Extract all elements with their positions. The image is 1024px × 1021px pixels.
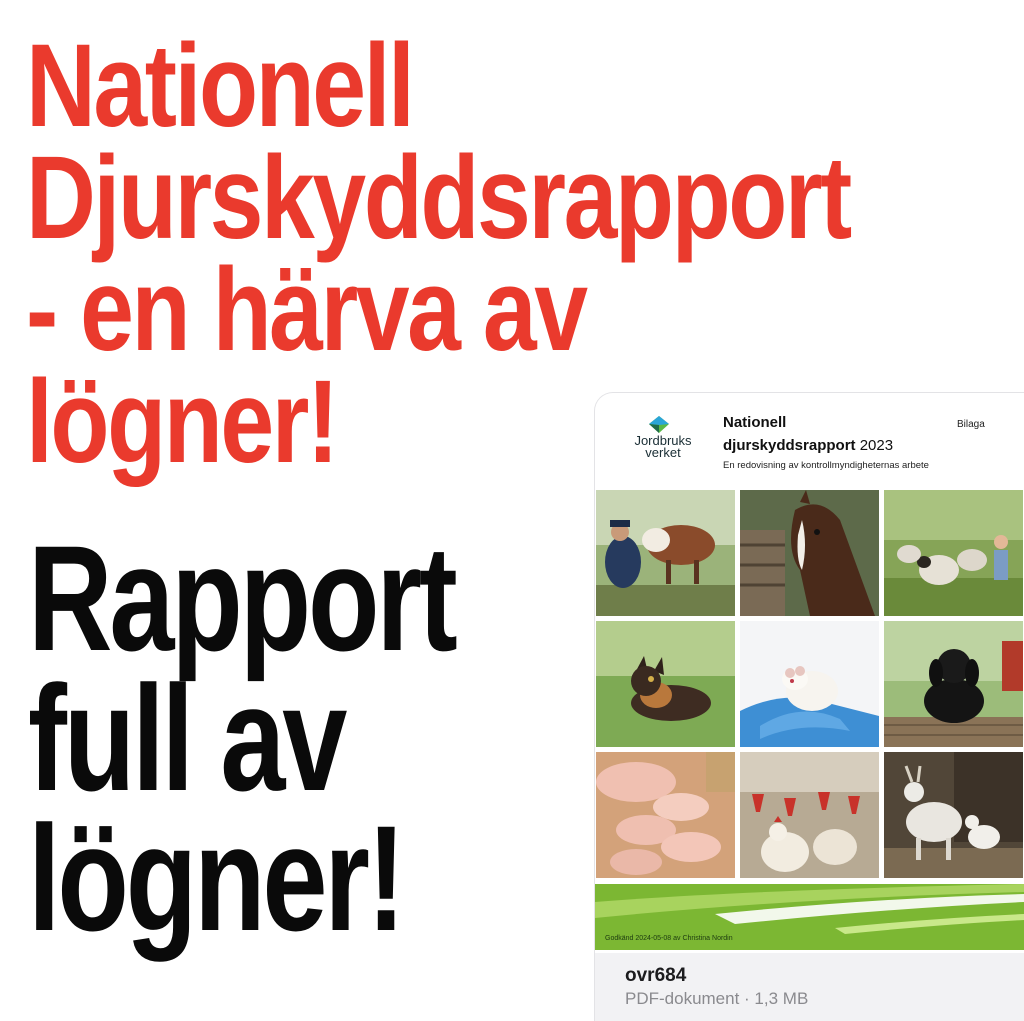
headline-red-line-4: lögner! [26, 356, 337, 488]
doc-title-year: 2023 [859, 437, 894, 454]
doc-header [595, 393, 1024, 488]
file-name: ovr684 [625, 965, 687, 986]
headline-red-line-3: - en härva av [26, 244, 586, 376]
headline-black-line-1: Rapport [28, 514, 455, 682]
headline-black-line-2: full av [28, 654, 345, 822]
photo-piglets [596, 752, 735, 878]
headline-black-line-3: lögner! [28, 794, 403, 962]
logo-mark-icon [647, 415, 671, 435]
approval-note: Godkänd 2024-05-08 av Christina Nordin [605, 935, 733, 942]
file-meta: PDF-dokument · 1,3 MB [625, 989, 809, 1008]
photo-horse [740, 490, 879, 616]
logo-text-line-1: Jordbruks [634, 433, 692, 448]
photo-cows-farmer [596, 490, 735, 616]
logo-text-line-2: verket [645, 445, 681, 460]
headline-red-line-1: Nationell [26, 20, 413, 152]
doc-subtitle: En redovisning av kontrollmyndigheternas arbete [723, 460, 929, 471]
logo-text [623, 435, 703, 459]
pdf-preview [595, 393, 1024, 953]
headline-red-line-2: Djurskyddsrapport [26, 132, 850, 264]
doc-bilaga-label: Bilaga [957, 419, 985, 430]
photo-grid [595, 490, 1024, 880]
photo-cat [596, 621, 735, 747]
jordbruksverket-logo [619, 415, 699, 465]
photo-rat-gloved-hand [740, 621, 879, 747]
doc-title-line-1: Nationell [723, 414, 787, 431]
photo-goats [884, 752, 1023, 878]
doc-title-line-2 [723, 436, 893, 456]
photo-sheep-child [884, 490, 1023, 616]
photo-hens [740, 752, 879, 878]
photo-black-dog [884, 621, 1023, 747]
pdf-attachment-card[interactable] [595, 393, 1024, 1021]
doc-title-word: djurskyddsrapport [723, 437, 856, 454]
headline-black [28, 514, 455, 962]
